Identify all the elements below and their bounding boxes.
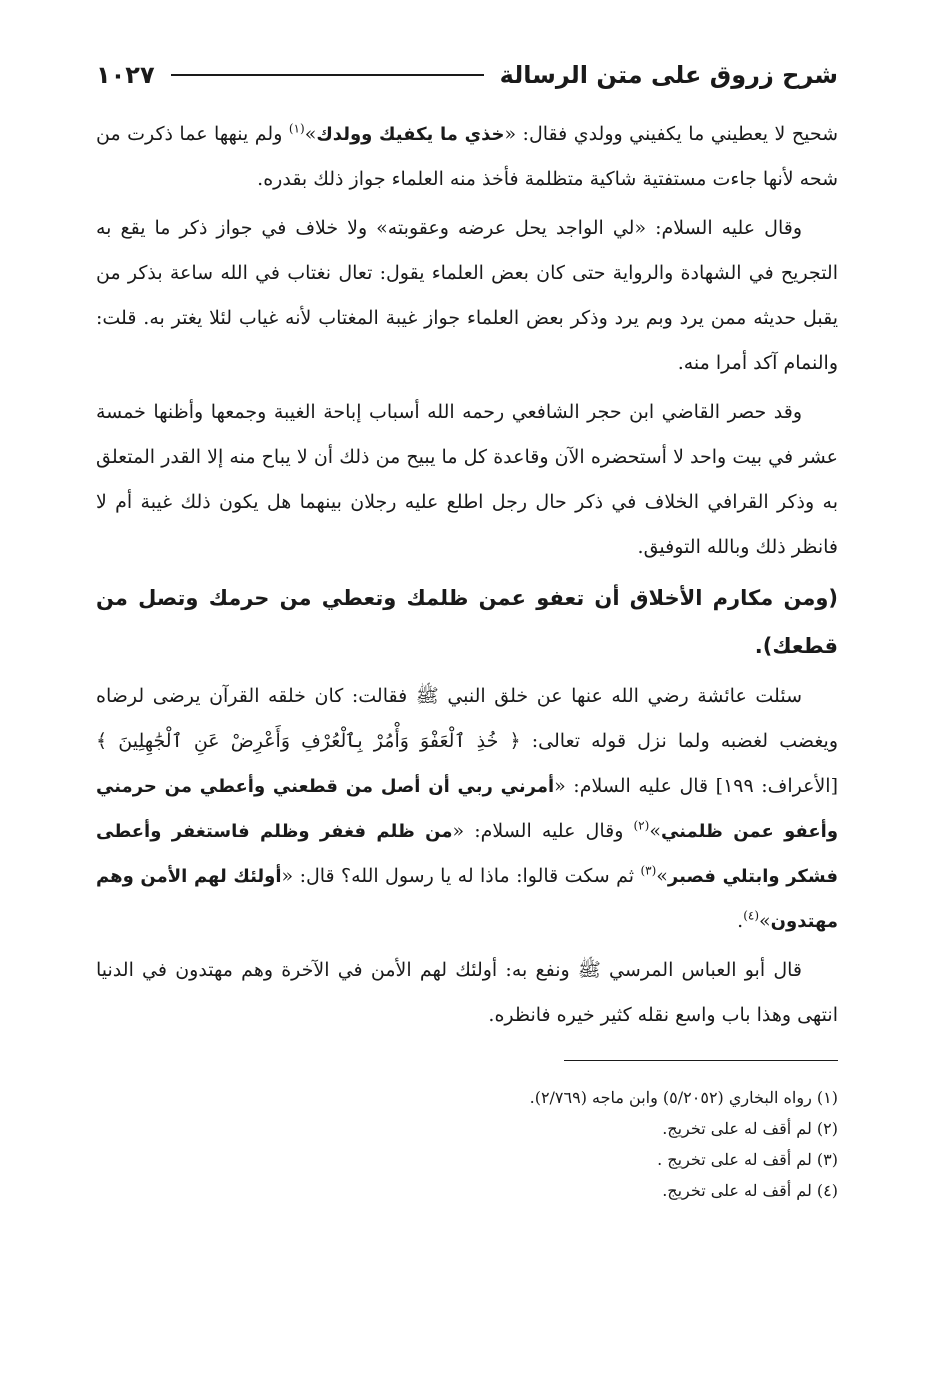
paragraph-3: وقد حصر القاضي ابن حجر الشافعي رحمه الله أسباب إباحة الغيبة وجمعها وأظنها خمسة عشر في بيت واحد لا أستحضره الآن وقاعدة كل ما يبيح من ذلك أن لا يباح منه إلا القدر المتعلق به وذكر القرافي الخلاف في ذكر حال رجل اطلع عليه رجلان بينهما هل يكون ذلك غيبة أم لا فانظر ذلك وبالله التوفيق.: [96, 401, 838, 558]
footnote-separator: [564, 1060, 838, 1061]
page-header: [96, 52, 838, 98]
paragraph-1-text-d: ولم ينهها عما ذكرت من شحه لأنها جاءت مستفتية شاكية متظلمة فأخذ منه العلماء جواز ذلك بقدره.: [96, 123, 838, 190]
footnotes: [96, 1082, 838, 1206]
footnote-ref-1: (١): [288, 121, 305, 136]
footnote-2: (٢) لم أقف له على تخريج.: [662, 1119, 838, 1138]
matn-heading: (ومن مكارم الأخلاق أن تعفو عمن ظلمك وتعطي من حرمك وتصل من قطعك).: [96, 586, 838, 658]
paragraph-1-text-a: شحيح لا يعطيني ما يكفيني وولدي فقال: «: [504, 123, 838, 145]
paragraph-4-text-j: .: [737, 910, 744, 932]
running-title: شرح زروق على متن الرسالة: [499, 61, 838, 89]
footnote-ref-3: (٣): [640, 863, 657, 878]
footnote-ref-4: (٤): [743, 908, 760, 923]
paragraph-4-text-a: سئلت عائشة رضي الله عنها عن خلق النبي ﷺ فقالت: كان خلقه القرآن يرضى لرضاه ويغضب لغضبه ولما نزل قوله تعالى: ﴿ خُذِ ٱلْعَفْوَ وَأْمُرْ بِٱلْعُرْفِ وَأَعْرِضْ عَنِ ٱلْجَٰهِلِينَ ﴾ [الأعراف: ١٩٩] قال عليه السلام: «: [96, 685, 838, 797]
page-number: ١٠٢٧: [96, 61, 155, 89]
quote-close-1: »: [304, 123, 317, 145]
footnote-4: (٤) لم أقف له على تخريج.: [662, 1181, 838, 1200]
paragraph-4: [96, 674, 838, 944]
hadith-quote-2: أمرني ربي أن أصل من قطعني وأعطي من حرمني وأعفو عمن ظلمني: [96, 776, 839, 842]
footnote-3: (٣) لم أقف له على تخريج .: [657, 1150, 838, 1169]
paragraph-5: قال أبو العباس المرسي ﷺ ونفع به: أولئك لهم الأمن في الآخرة وهم مهتدون في الدنيا انتهى وهذا باب واسع نقله كثير خيره فانظره.: [96, 959, 838, 1026]
quote-close-2: »: [649, 820, 661, 842]
hadith-quote-1: خذي ما يكفيك وولدك: [316, 124, 505, 145]
footnote-ref-2: (٢): [633, 818, 650, 833]
paragraph-1: [96, 112, 838, 202]
footnote-1: (١) رواه البخاري (٥/٢٠٥٢) وابن ماجه (٢/٧٦٩).: [529, 1088, 838, 1107]
paragraph-2: وقال عليه السلام: «لي الواجد يحل عرضه وعقوبته» ولا خلاف في جواز ذكر ما يقع به التجريح في الشهادة والرواية حتى كان بعض العلماء يقول: تعال نغتاب في الله ساعة بذكر من يقبل حديثه ممن يرد وبم يرد وذكر بعض العلماء جواز غيبة المغتاب لأنه غياب لئلا يغتر به. قلت: والنمام آكد أمرا منه.: [96, 217, 838, 374]
paragraph-4-text-g: ثم سكت قالوا: ماذا له يا رسول الله؟ قال: «: [281, 865, 641, 887]
quote-close-4: »: [759, 910, 771, 932]
hadith-quote-3: من ظلم فغفر وظلم فاستغفر وأعطى فشكر وابتلي فصبر: [96, 821, 838, 887]
body-text: [96, 112, 838, 1038]
page: [96, 52, 838, 1206]
paragraph-4-text-d: وقال عليه السلام: «: [452, 820, 634, 842]
hadith-quote-4: أولئك لهم الأمن وهم مهتدون: [96, 866, 838, 932]
quote-close-3: »: [656, 865, 668, 887]
header-rule: [171, 74, 484, 76]
